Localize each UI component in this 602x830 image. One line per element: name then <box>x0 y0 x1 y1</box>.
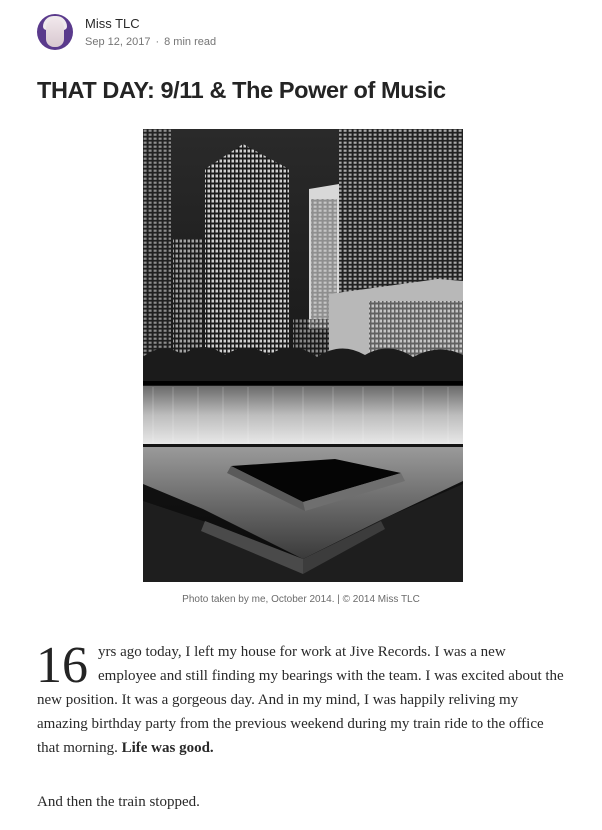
meta-separator: · <box>155 35 160 48</box>
author-name-link[interactable]: Miss TLC <box>85 15 140 31</box>
drop-cap <box>36 637 88 694</box>
drop-cap-digit-2: 6 <box>62 637 88 694</box>
post-title: THAT DAY: 9/11 & The Power of Music <box>37 77 446 103</box>
post-meta <box>85 34 216 50</box>
paragraph-1-text: yrs ago today, I left my house for work at Jive Records. I was a new employee and still finding my bearings with the team. I was excited about the new position. It was a gorgeous day. And in my mind, I was happily reliving my amazing birthday party from the previous weekend during my train ride to the office that morning. <box>37 644 564 756</box>
drop-cap-digit-1: 1 <box>36 637 62 694</box>
post-image[interactable] <box>143 129 463 582</box>
paragraph-2: And then the train stopped. <box>37 794 200 810</box>
memorial-photo-illustration <box>143 129 463 582</box>
avatar[interactable] <box>37 14 73 50</box>
avatar-face <box>46 19 64 47</box>
read-time: 8 min read <box>164 35 217 48</box>
paragraph-1 <box>36 637 565 760</box>
article-body <box>36 637 565 814</box>
author-header <box>37 12 216 52</box>
image-caption: Photo taken by me, October 2014. | © 2014 Miss TLC <box>182 594 420 605</box>
publish-date: Sep 12, 2017 <box>85 35 151 48</box>
author-meta <box>85 15 216 50</box>
paragraph-1-bold: Life was good. <box>121 740 214 756</box>
